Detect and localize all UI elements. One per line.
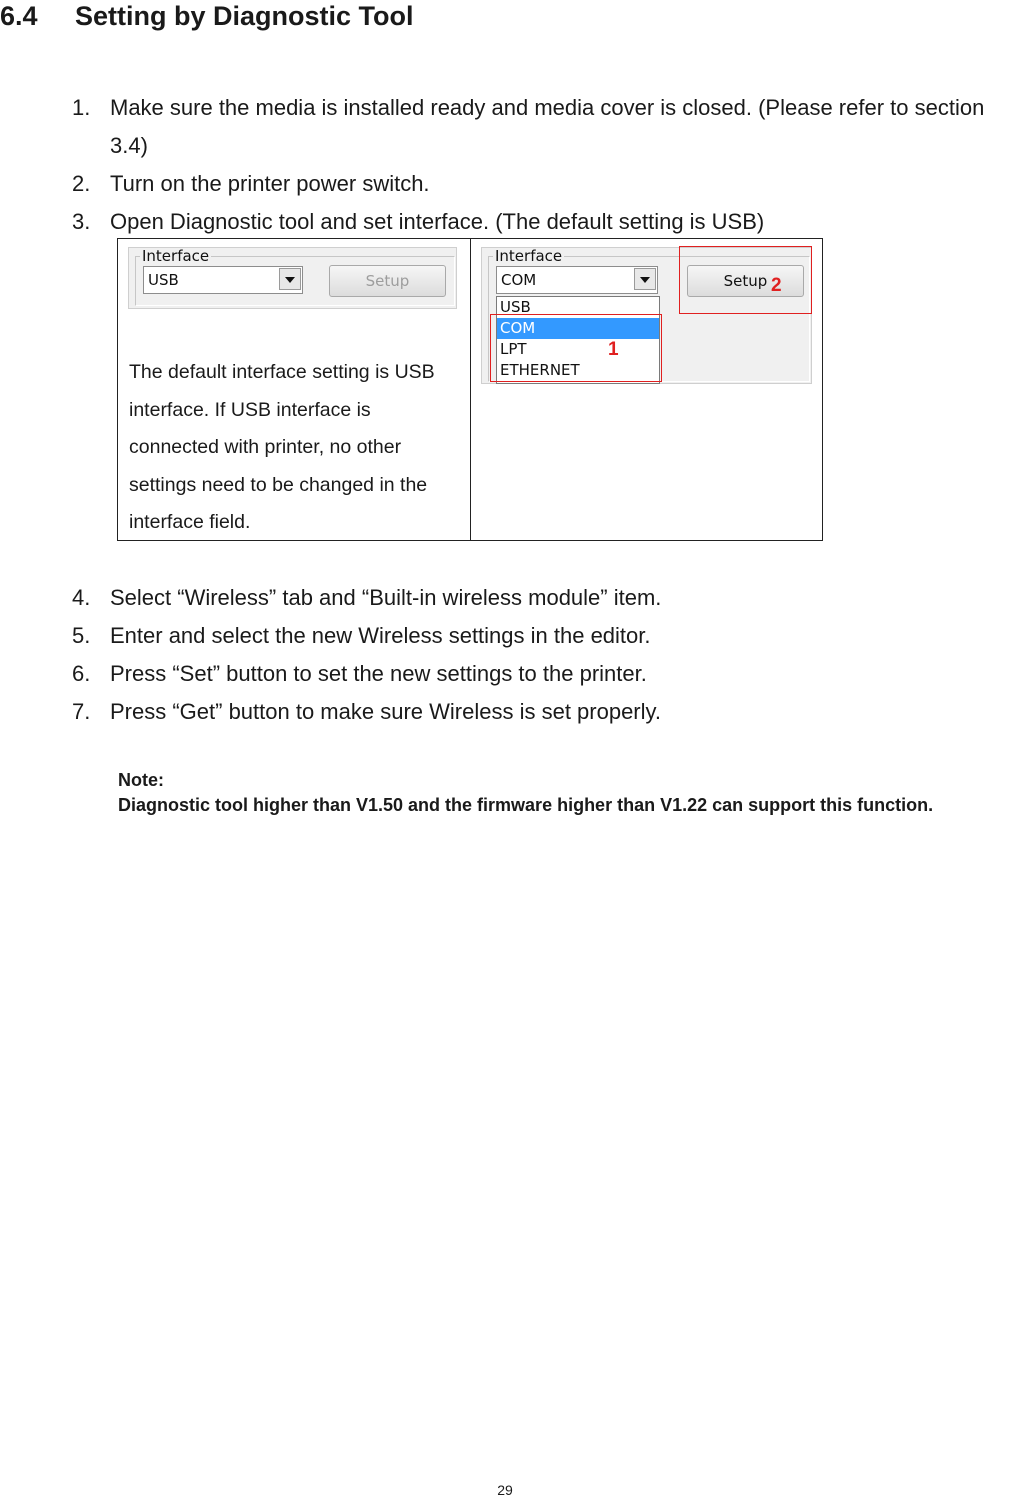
step-item: [72, 655, 1007, 693]
interface-combo[interactable]: [496, 266, 658, 294]
note-text: Diagnostic tool higher than V1.50 and the firmware higher than V1.22 can support this function.: [118, 795, 934, 815]
step-number: 2.: [72, 171, 91, 196]
note-block: [118, 768, 998, 818]
callout-2: 2: [771, 275, 782, 296]
steps-list-before: [72, 89, 1007, 241]
step-text: Make sure the media is installed ready and media cover is closed. (Please refer to section 3.4): [110, 95, 985, 158]
interface-combo-value: USB: [148, 271, 179, 289]
step-number: 4.: [72, 585, 91, 610]
default-interface-cell: [118, 239, 471, 541]
highlight-box-1: [490, 314, 662, 382]
note-label: Note:: [118, 770, 164, 790]
step-text: Enter and select the new Wireless settings in the editor.: [110, 623, 651, 648]
step-item: [72, 89, 1007, 165]
setup-button[interactable]: Setup: [687, 265, 804, 297]
step-text: Open Diagnostic tool and set interface. (The default setting is USB): [110, 209, 765, 234]
section-heading: [0, 0, 414, 32]
interface-combo[interactable]: [143, 266, 303, 294]
step-number: 7.: [72, 699, 91, 724]
step-number: 6.: [72, 661, 91, 686]
step-number: 5.: [72, 623, 91, 648]
step-number: 1.: [72, 95, 91, 120]
page-number: 29: [497, 1482, 513, 1498]
step-text: Turn on the printer power switch.: [110, 171, 430, 196]
step-item: [72, 579, 1007, 617]
step-text: Press “Set” button to set the new settings to the printer.: [110, 661, 647, 686]
default-interface-screenshot: [128, 247, 457, 309]
interface-option-usb[interactable]: USB: [500, 298, 531, 316]
step-item: [72, 693, 1007, 731]
interface-option-ethernet[interactable]: ETHERNET: [500, 361, 580, 379]
callout-1: 1: [608, 339, 619, 360]
step-item: [72, 617, 1007, 655]
interface-example-table: [117, 238, 823, 541]
step-item: [72, 165, 1007, 203]
interface-option-com[interactable]: COM: [497, 318, 659, 339]
default-interface-description: The default interface setting is USB interface. If USB interface is connected with printer, no other settings need to be changed in the interface field.: [129, 361, 435, 533]
step-text: Select “Wireless” tab and “Built-in wireless module” item.: [110, 585, 662, 610]
select-interface-cell: [471, 239, 823, 541]
steps-list-after: [72, 579, 1007, 731]
setup-button[interactable]: Setup: [329, 265, 446, 297]
interface-group-label: Interface: [142, 247, 210, 265]
interface-group-label: Interface: [495, 247, 563, 265]
step-number: 3.: [72, 209, 91, 234]
interface-option-lpt[interactable]: LPT: [500, 340, 527, 358]
chevron-down-icon[interactable]: [279, 268, 301, 290]
step-item: [72, 203, 1007, 241]
section-title: Setting by Diagnostic Tool: [75, 1, 414, 31]
section-number: 6.4: [0, 1, 38, 31]
interface-combo-value: COM: [501, 271, 537, 289]
highlight-box-2: [679, 246, 812, 314]
step-text: Press “Get” button to make sure Wireless is set properly.: [110, 699, 661, 724]
chevron-down-icon[interactable]: [634, 268, 656, 290]
